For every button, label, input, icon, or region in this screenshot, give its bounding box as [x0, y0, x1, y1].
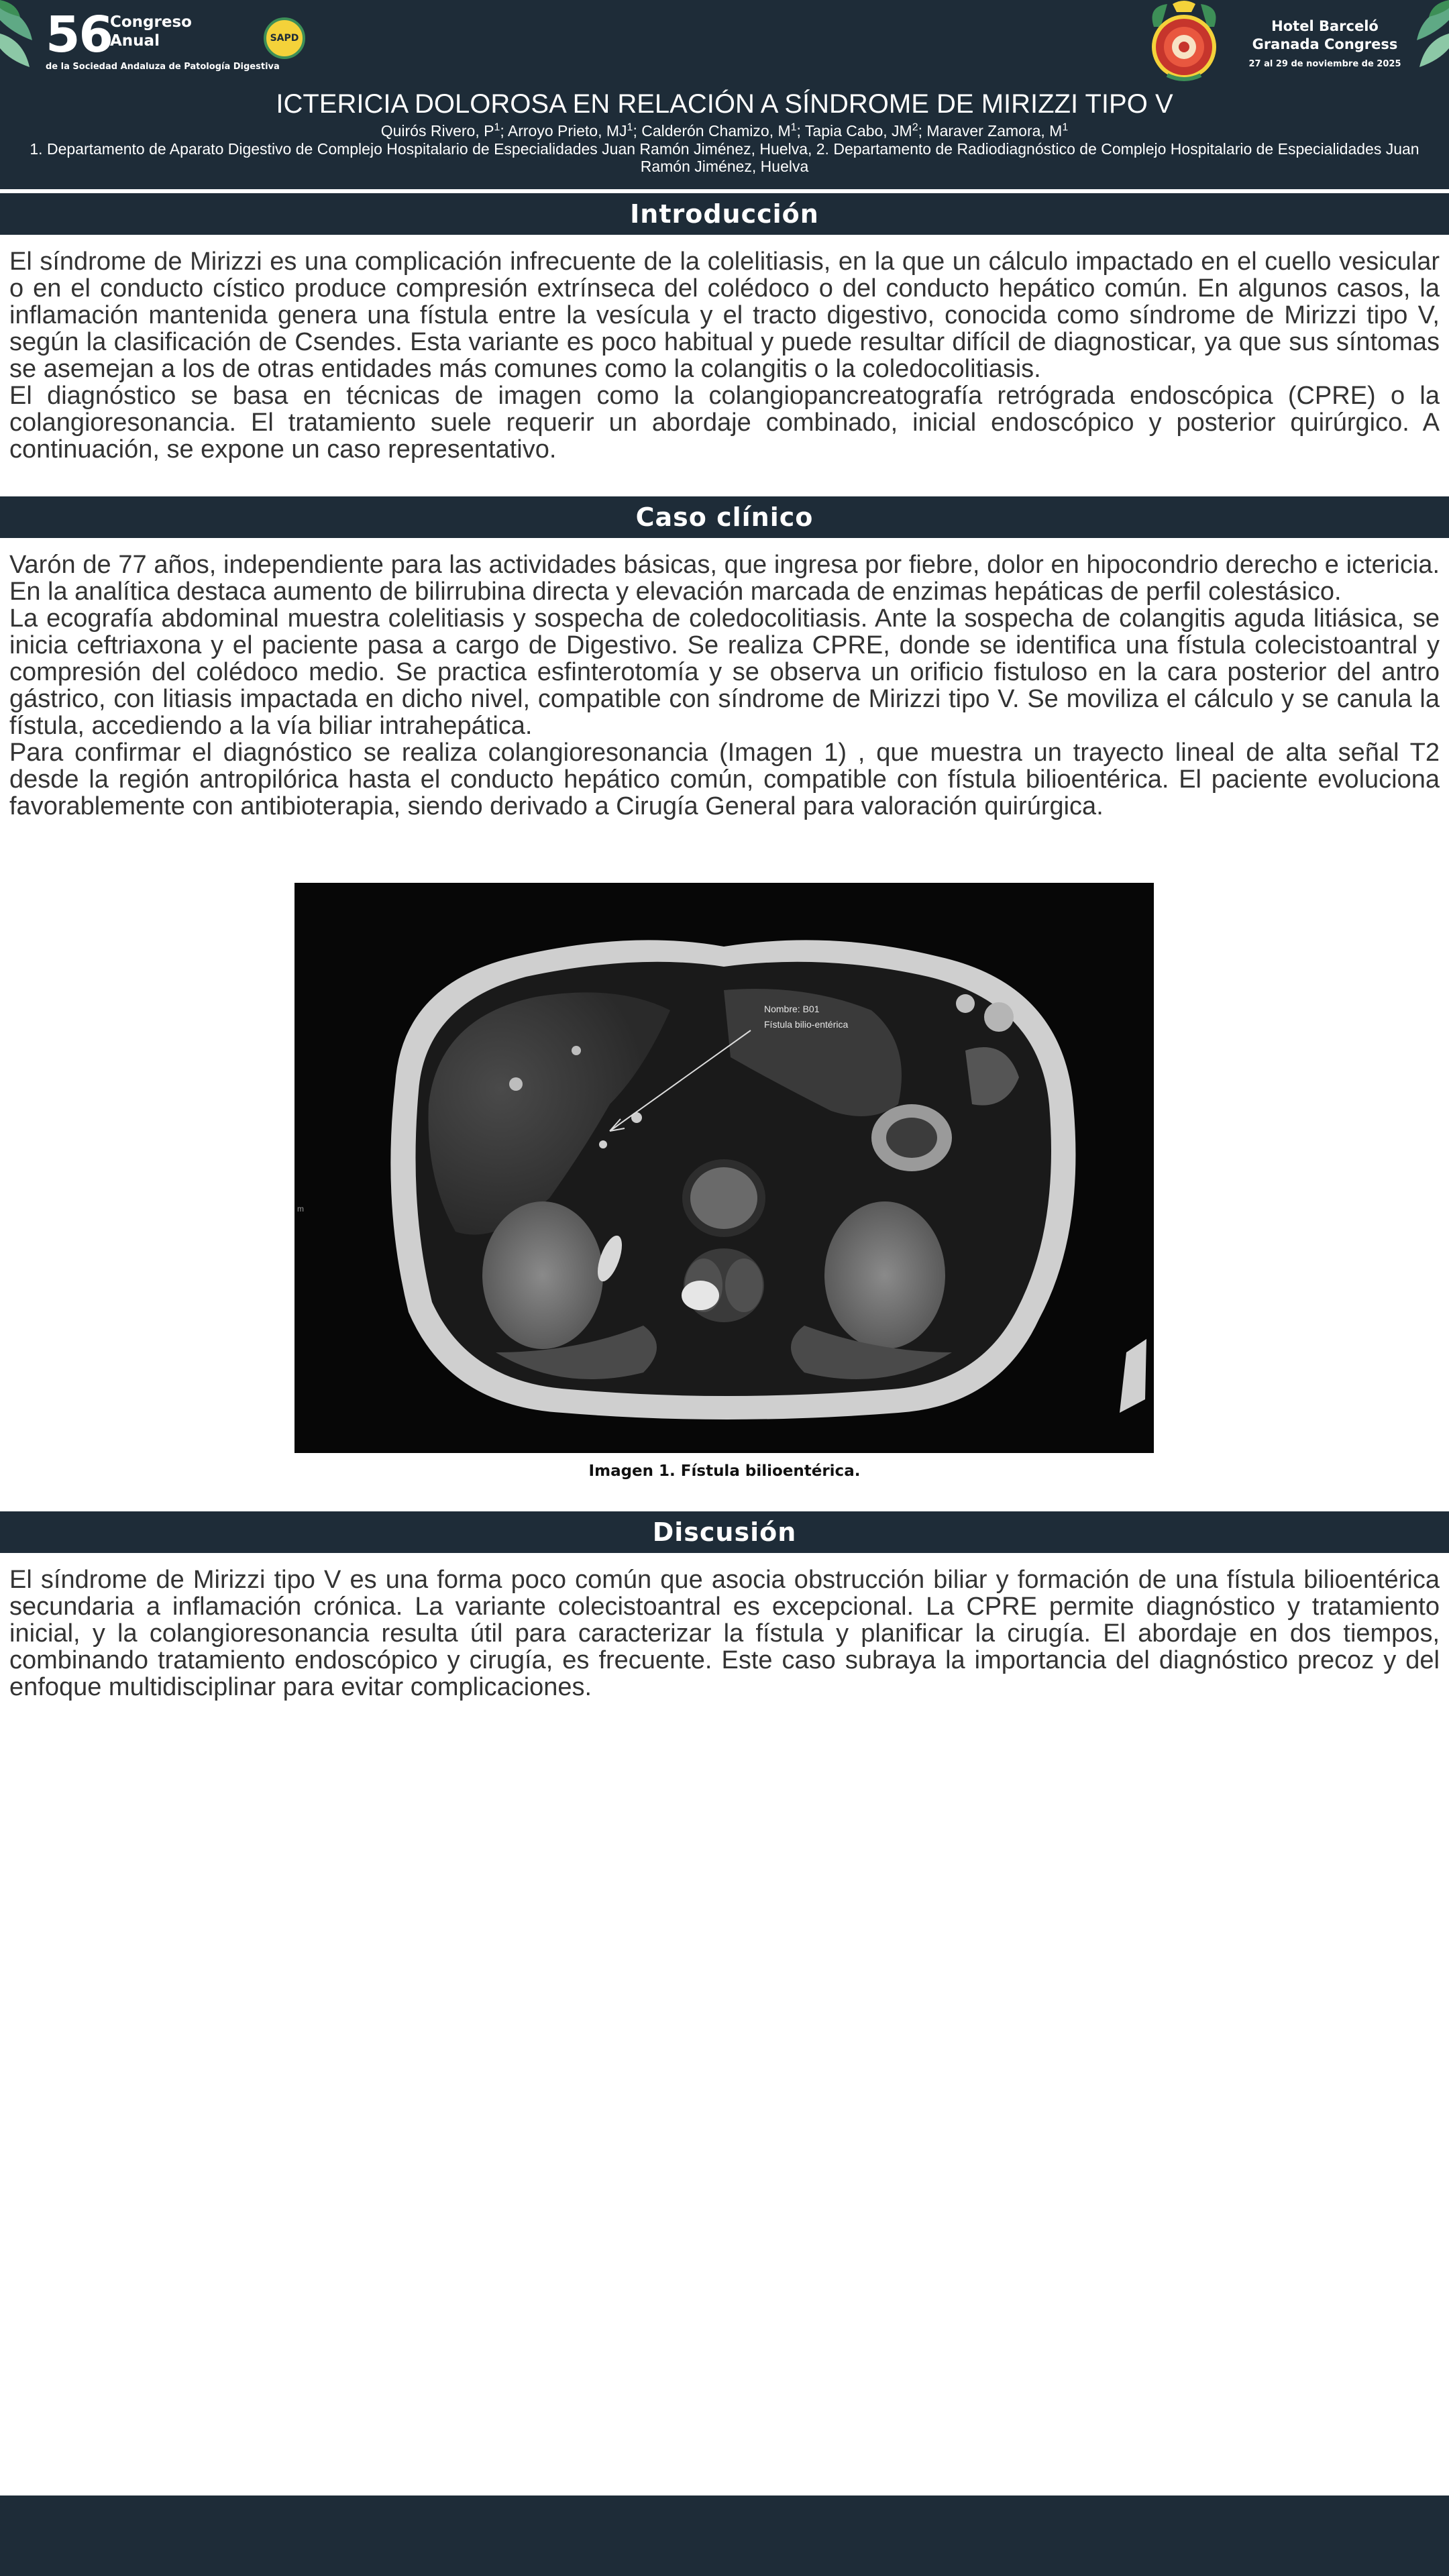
leaf-decoration-icon [1409, 0, 1449, 80]
congress-logo [46, 6, 299, 72]
congress-word: Congreso [110, 13, 192, 31]
discussion-text [9, 1566, 1440, 1701]
mri-image [294, 883, 1154, 1453]
introduction-text [9, 248, 1440, 463]
paragraph: La ecografía abdominal muestra colelitiasis y sospecha de coledocolitiasis. Ante la sospecha de colangitis aguda litiásica, se inicia ceftriaxona y el paciente pasa a cargo de Digestivo. Se realiza CPRE, donde se identifica una fístula colecistoantral y compresión del colédoco medio. Se practica esfinterotomía y se observa un orificio fistuloso en la cara posterior del antro gástrico, con litiasis impactada en dicho nivel, compatible con síndrome de Mirizzi tipo V. Se moviliza el cálculo y se canula la fístula, accediendo a la vía biliar intrahepática. [9, 604, 1440, 740]
paragraph: El síndrome de Mirizzi tipo V es una forma poco común que asocia obstrucción biliar y formación de una fístula bilioentérica secundaria a inflamación crónica. La variante colecistoantral es excepcional. La CPRE permite diagnóstico y tratamiento inicial, y la colangioresonancia resulta útil para caracterizar la fístula y planificar la cirugía. El abordaje en dos tiempos, combinando tratamiento endoscópico y cirugía, es frecuente. Este caso subraya la importancia del diagnóstico precoz y del enfoque multidisciplinar para evitar complicaciones. [9, 1566, 1440, 1701]
author-affiliation-number: 1 [494, 121, 500, 133]
section-title: Discusión [652, 1517, 797, 1547]
figure-caption: Imagen 1. Fístula bilioentérica. [588, 1462, 861, 1480]
section-header-discussion [0, 1511, 1449, 1553]
leaf-decoration-icon [0, 0, 40, 80]
affiliations: 1. Departamento de Aparato Digestivo de Complejo Hospitalario de Especialidades Juan Ramón Jiménez, Huelva, 2. Departamento de Radiodiagnóstico de Complejo Hospitalario de Especialidades Juan Ramón Jiménez, Huelva [30, 140, 1419, 175]
section-title: Caso clínico [635, 502, 814, 532]
clinical-case-text [9, 551, 1440, 820]
side-marker: m [297, 1204, 304, 1214]
author-name: Calderón Chamizo, M [641, 122, 791, 140]
author-affiliation-number: 1 [1062, 121, 1069, 133]
mri-figure [294, 883, 1154, 1453]
author-name: Tapia Cabo, JM [804, 122, 912, 140]
society-name: de la Sociedad Andaluza de Patología Digestiva [46, 62, 280, 72]
paragraph: Varón de 77 años, independiente para las actividades básicas, que ingresa por fiebre, dolor en hipocondrio derecho e ictericia. En la analítica destaca aumento de bilirrubina directa y elevación marcada de enzimas hepáticas de perfil colestásico. [9, 551, 1440, 606]
author-affiliation-number: 2 [912, 121, 918, 133]
section-header-clinical-case [0, 496, 1449, 538]
author-affiliation-number: 1 [790, 121, 797, 133]
poster-header [0, 0, 1449, 189]
author-affiliation-number: 1 [627, 121, 633, 133]
sapd-badge-icon: SAPD [264, 17, 305, 59]
author-name: Maraver Zamora, M [926, 122, 1063, 140]
venue-block [1238, 17, 1412, 69]
poster-title: ICTERICIA DOLOROSA EN RELACIÓN A SÍNDROME DE MIRIZZI TIPO V [276, 89, 1173, 119]
author-name: Quirós Rivero, P [380, 122, 494, 140]
congress-dates: 27 al 29 de noviembre de 2025 [1248, 59, 1401, 69]
paragraph: Para confirmar el diagnóstico se realiza colangioresonancia (Imagen 1) , que muestra un trayecto lineal de alta señal T2 desde la región antropilórica hasta el conducto hepático común, compatible con fístula bilioentérica. El paciente evoluciona favorablemente con antibioterapia, siendo derivado a Cirugía General para valoración quirúrgica. [9, 739, 1440, 820]
hotel-name: Hotel Barceló [1271, 18, 1379, 34]
annotation-label: Fístula bilio-entérica [764, 1019, 849, 1030]
paragraph: El síndrome de Mirizzi es una complicación infrecuente de la colelitiasis, en la que un cálculo impactado en el cuello vesicular o en el conducto cístico produce compresión extrínseca del colédoco o del conducto hepático común. En algunos casos, la inflamación mantenida genera una fístula entre la vesícula y el tracto digestivo, conocida como síndrome de Mirizzi tipo V, según la clasificación de Csendes. Esta variante es poco habitual y puede resultar difícil de diagnosticar, ya que sus síntomas se asemejan a los de otras entidades más comunes como la colangitis o la coledocolitiasis. [9, 248, 1440, 383]
section-title: Introducción [630, 199, 819, 229]
author-name: Arroyo Prieto, MJ [507, 122, 627, 140]
congress-word-annual: Anual [110, 32, 160, 50]
poster-footer [0, 2496, 1449, 2576]
section-header-introduction [0, 193, 1449, 235]
annotation-name: Nombre: B01 [764, 1004, 820, 1014]
congress-number: 56 [46, 6, 112, 64]
paragraph: El diagnóstico se basa en técnicas de imagen como la colangiopancreatografía retrógrada endoscópica (CPRE) o la colangioresonancia. El tratamiento suele requerir un abordaje combinado, inicial endoscópico y posterior quirúrgico. A continuación, se expone un caso representativo. [9, 382, 1440, 464]
hotel-congress-name: Granada Congress [1252, 36, 1398, 52]
granada-emblem-icon [1140, 0, 1228, 83]
author-list: Quirós Rivero, $P^1$; Arroyo Prieto, $MJ^1$; Calderón Chamizo, $M^1$; Tapia Cabo, $JM^2$; Maraver Zamora, $M^1$ [380, 121, 1069, 140]
